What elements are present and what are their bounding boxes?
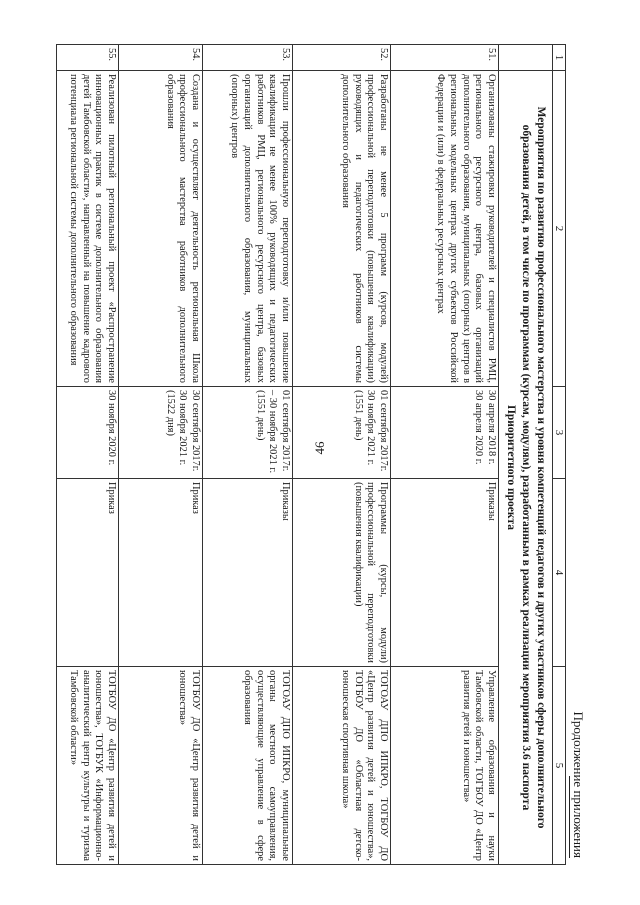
column-number: 5 (552, 667, 565, 865)
activities-table (56, 44, 566, 865)
table-row (119, 45, 203, 865)
executor-cell: ТОГБОУ ДО «Центр развития детей и юношества», ТОГБУК «Информационно-аналитический центр культуры и туризма Тамбовской области» (57, 667, 119, 865)
page-number: 46 (312, 441, 327, 455)
table-row (57, 45, 119, 865)
section-header-row (499, 45, 553, 865)
executor-cell: ТОГОАУ ДПО ИПКРО, муниципальные органы местного самоуправления, осуществляющие управление в сфере образования (203, 667, 293, 865)
row-number: 55. (57, 45, 119, 71)
section-title: Мероприятия по развитию профессионального мастерства и уровня компетенций педагогов и других участников сферы дополнительного образования детей, в том числе по программам (курсам, модулям), разработанным в рамках реализации мероприятия 3.6 паспорта Приоритетного проекта (499, 71, 553, 865)
activity-cell: Прошли профессиональную переподготовку и/или повышение квалификации не менее 100% руководящих и педагогических работников РМЦ, регионального ресурсного центра, базовых организаций дополнительного образования, муниципальных (опорных) центров (203, 71, 293, 387)
executor-cell: Управление образования и науки Тамбовской области, ТОГБОУ ДО «Центр развития детей и юношества» (391, 667, 499, 865)
activity-cell: Организованы стажировки руководителей и специалистов РМЦ, регионального ресурсного центра, базовых организаций дополнительного образования, муниципальных (опорных) центров в региональных модельных центрах других субъектов Российской Федерации и (или) в федеральных ресурсных центрах (391, 71, 499, 387)
row-number: 54. (119, 45, 203, 71)
term-cell: 30 апреля 2018 г. 30 апреля 2020 г. (391, 387, 499, 479)
executor-cell: ТОГБОУ ДО «Центр развития детей и юношества» (119, 667, 203, 865)
column-number-row (552, 45, 565, 865)
activity-cell: Разработаны не менее 5 программ (курсов, модулей) профессиональной переподготовки (повышения квалификации) руководящих и педагогических работников системы дополнительного образования (293, 71, 391, 387)
term-cell: 01 сентября 2017г. 30 ноября 2021 г. (1551 день) (293, 387, 391, 479)
result-cell: Приказы (203, 479, 293, 667)
row-number: 52. (293, 45, 391, 71)
result-cell: Приказы (391, 479, 499, 667)
column-number: 2 (552, 71, 565, 387)
table-row (391, 45, 499, 865)
row-number: 51. (391, 45, 499, 71)
executor-cell: ТОГОАУ ДПО ИПКРО, ТОГБОУ ДО «Центр развития детей и юношества», ТОГБОУ ДО «Областная детско-юношеская спортивная школа» (293, 667, 391, 865)
continuation-label: Продолжение приложения (571, 711, 586, 858)
table-row (203, 45, 293, 865)
rotated-table-area (68, 44, 586, 864)
activity-cell: Создана и осуществляет деятельность региональная Школа профессионального мастерства работников дополнительного образования (119, 71, 203, 387)
continuation-underline (569, 776, 570, 858)
column-number: 1 (552, 45, 565, 71)
term-cell: 30 ноября 2020 г. (57, 387, 119, 479)
table-row (293, 45, 391, 865)
column-number: 4 (552, 479, 565, 667)
term-cell: 01 сентября 2017г. – 30 ноября 2021 г. (1551 день) (203, 387, 293, 479)
result-cell: Программы (курсы, модули) профессиональной переподготовки (повышения квалификации) (293, 479, 391, 667)
row-number: 53. (203, 45, 293, 71)
activity-cell: Реализован пилотный региональный проект «Распространение инновационных практик в системе дополнительного образования детей Тамбовской области», направленный на повышение кадрового потенциала региональной системы дополнительного образования (57, 71, 119, 387)
result-cell: Приказ (119, 479, 203, 667)
column-number: 3 (552, 387, 565, 479)
term-cell: 30 сентября 2017г. 30 ноября 2021 г. (1522 дня) (119, 387, 203, 479)
result-cell: Приказ (57, 479, 119, 667)
